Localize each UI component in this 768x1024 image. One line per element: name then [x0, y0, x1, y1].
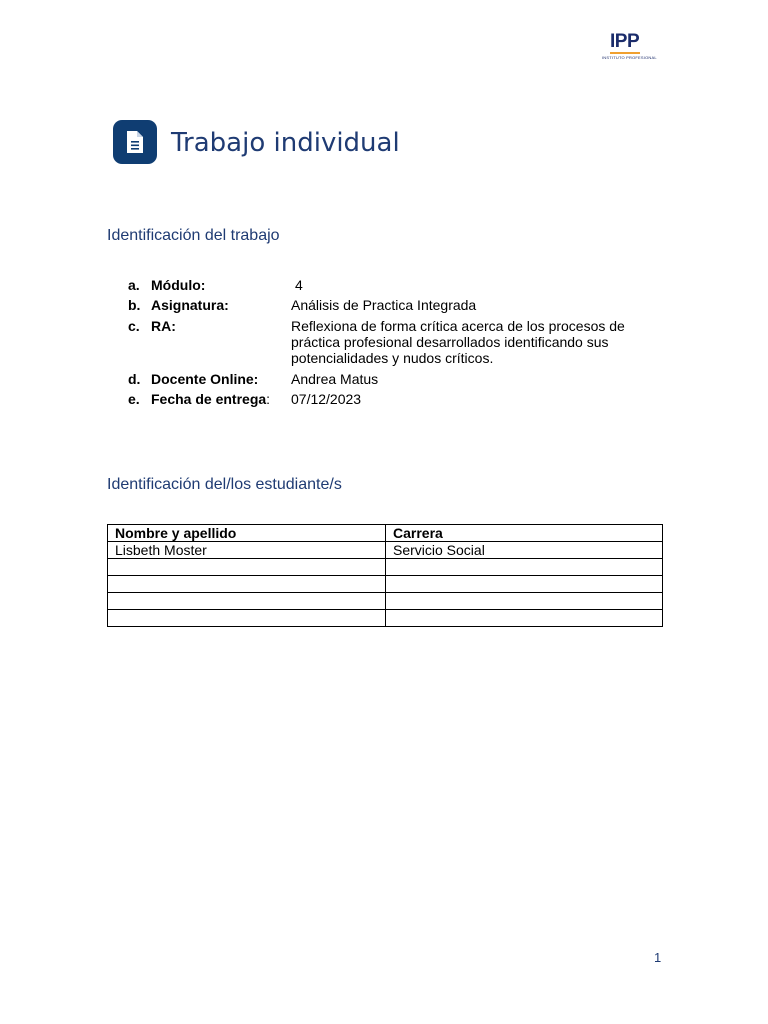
- table-cell-name: [108, 610, 386, 627]
- column-header-career: Carrera: [386, 525, 663, 542]
- table-row: [108, 542, 663, 559]
- info-value: Andrea Matus: [291, 371, 379, 387]
- column-header-name: Nombre y apellido: [108, 525, 386, 542]
- document-icon: [113, 120, 157, 164]
- section-heading-students: Identificación del/los estudiante/s: [107, 476, 342, 493]
- ipp-logo: [598, 31, 657, 62]
- info-label-colon: :: [266, 391, 271, 407]
- document-glyph: [125, 130, 145, 154]
- table-cell-name: [108, 593, 386, 610]
- info-letter: b.: [128, 297, 141, 313]
- info-letter: e.: [128, 391, 140, 407]
- info-value: 4: [295, 277, 303, 293]
- info-label: Módulo:: [151, 277, 206, 293]
- table-cell-name: Lisbeth Moster: [108, 542, 386, 559]
- info-value: Reflexiona de forma crítica acerca de los procesos de práctica profesional desarrollados identificando sus potencialidades y nudos críticos.: [291, 318, 625, 366]
- table-cell-name: [108, 559, 386, 576]
- table-row: [108, 610, 663, 627]
- students-table: [107, 524, 663, 627]
- logo-text: IPP: [610, 31, 640, 52]
- info-label: RA:: [151, 318, 176, 334]
- info-letter: d.: [128, 371, 141, 387]
- table-cell-career: [386, 559, 663, 576]
- table-cell-career: Servicio Social: [386, 542, 663, 559]
- info-label: [151, 391, 270, 407]
- info-label-text: Fecha de entrega: [151, 391, 267, 407]
- logo-accent-bar: [610, 52, 640, 54]
- page-title: Trabajo individual: [171, 128, 400, 158]
- info-letter: a.: [128, 277, 140, 293]
- info-label: Asignatura:: [151, 297, 229, 313]
- info-letter: c.: [128, 318, 140, 334]
- info-label: Docente Online:: [151, 371, 259, 387]
- table-cell-name: [108, 576, 386, 593]
- table-cell-career: [386, 576, 663, 593]
- table-cell-career: [386, 610, 663, 627]
- info-value: Análisis de Practica Integrada: [291, 297, 477, 313]
- section-heading-work: Identificación del trabajo: [107, 227, 280, 244]
- table-cell-career: [386, 593, 663, 610]
- info-value: 07/12/2023: [291, 391, 362, 407]
- page-number: 1: [654, 950, 662, 965]
- table-header-row: [108, 525, 663, 542]
- table-row: [108, 576, 663, 593]
- table-row: [108, 593, 663, 610]
- logo-subtitle: INSTITUTO PROFESIONAL: [602, 55, 657, 60]
- table-row: [108, 559, 663, 576]
